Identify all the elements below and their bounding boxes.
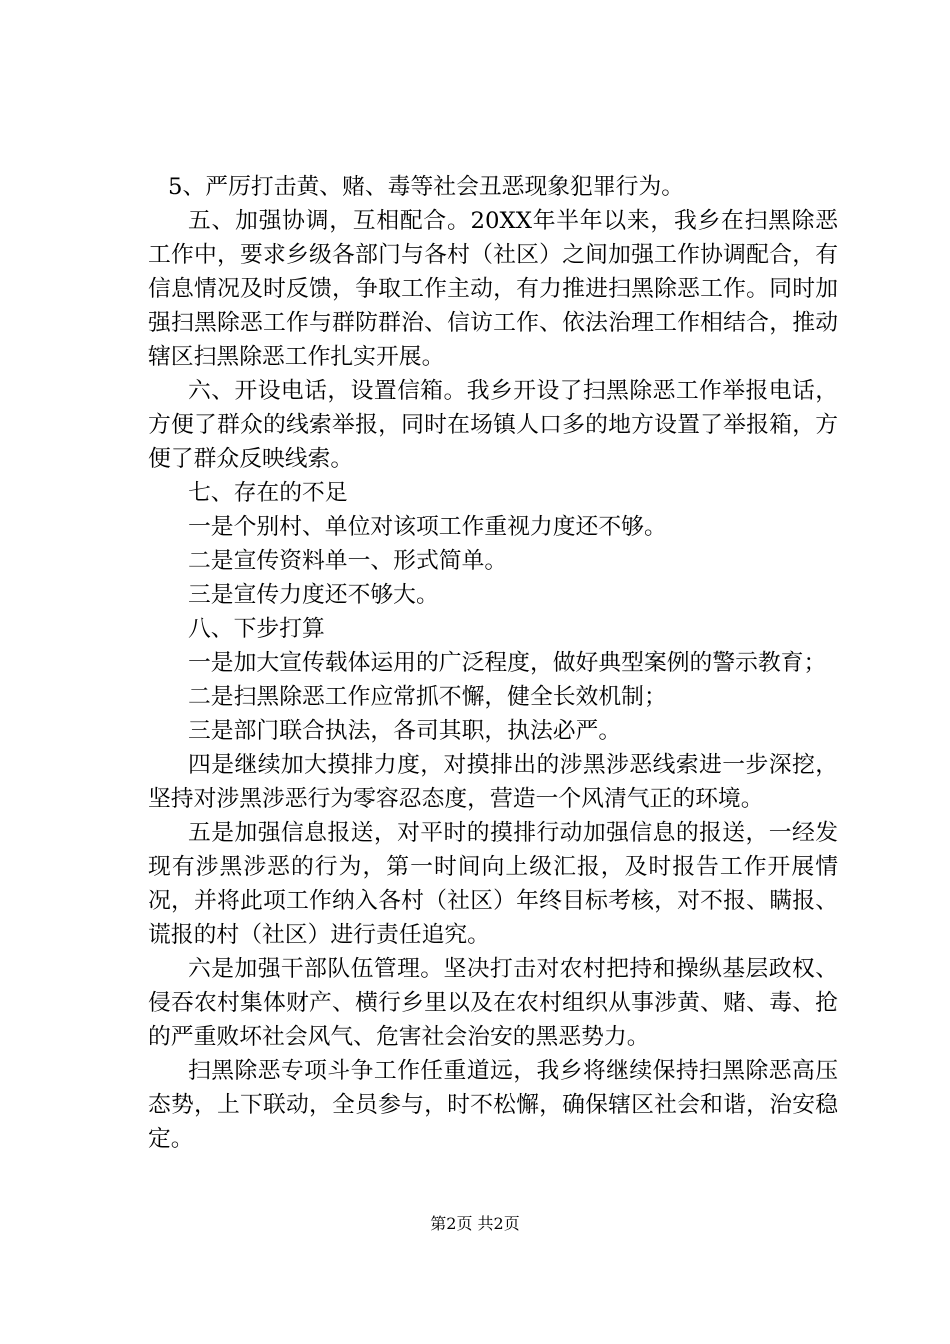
paragraph: 四是继续加大摸排力度，对摸排出的涉黑涉恶线索进一步深挖，坚持对涉黑涉恶行为零容忍态度，营造一个风清气正的环境。	[148, 752, 838, 812]
paragraph: 二是扫黑除恶工作应常抓不懈，健全长效机制；	[188, 684, 667, 710]
paragraph: 五、加强协调，互相配合。20XX年半年以来，我乡在扫黑除恶工作中，要求乡级各部门与各村（社区）之间加强工作协调配合，有信息情况及时反馈，争取工作主动，有力推进扫黑除恶工作。同时加强扫黑除恶工作与群防群治、信访工作、依法治理工作相结合，推动辖区扫黑除恶工作扎实开展。	[148, 208, 838, 370]
paragraph: 三是部门联合执法，各司其职，执法必严。	[188, 718, 622, 744]
section-heading: 八、下步打算	[188, 616, 325, 642]
page-footer	[0, 1213, 950, 1235]
document-body	[148, 170, 838, 1156]
paragraph: 三是宣传力度还不够大。	[188, 582, 439, 608]
paragraph: 六是加强干部队伍管理。坚决打击对农村把持和操纵基层政权、侵吞农村集体财产、横行乡里以及在农村组织从事涉黄、赌、毒、抢的严重败坏社会风气、危害社会治安的黑恶势力。	[148, 956, 838, 1050]
paragraph: 二是宣传资料单一、形式简单。	[188, 548, 508, 574]
paragraph: 5、严厉打击黄、赌、毒等社会丑恶现象犯罪行为。	[168, 174, 685, 200]
page-number: 第2页 共2页	[430, 1214, 520, 1233]
paragraph: 六、开设电话，设置信箱。我乡开设了扫黑除恶工作举报电话，方便了群众的线索举报，同时在场镇人口多的地方设置了举报箱，方便了群众反映线索。	[148, 378, 838, 472]
paragraph: 一是个别村、单位对该项工作重视力度还不够。	[188, 514, 667, 540]
section-heading: 七、存在的不足	[188, 480, 348, 506]
paragraph: 五是加强信息报送，对平时的摸排行动加强信息的报送，一经发现有涉黑涉恶的行为，第一时间向上级汇报，及时报告工作开展情况，并将此项工作纳入各村（社区）年终目标考核，对不报、瞒报、谎报的村（社区）进行责任追究。	[148, 820, 838, 948]
paragraph: 一是加大宣传载体运用的广泛程度，做好典型案例的警示教育；	[188, 650, 827, 676]
paragraph: 扫黑除恶专项斗争工作任重道远，我乡将继续保持扫黑除恶高压态势，上下联动，全员参与，时不松懈，确保辖区社会和谐，治安稳定。	[148, 1058, 838, 1152]
